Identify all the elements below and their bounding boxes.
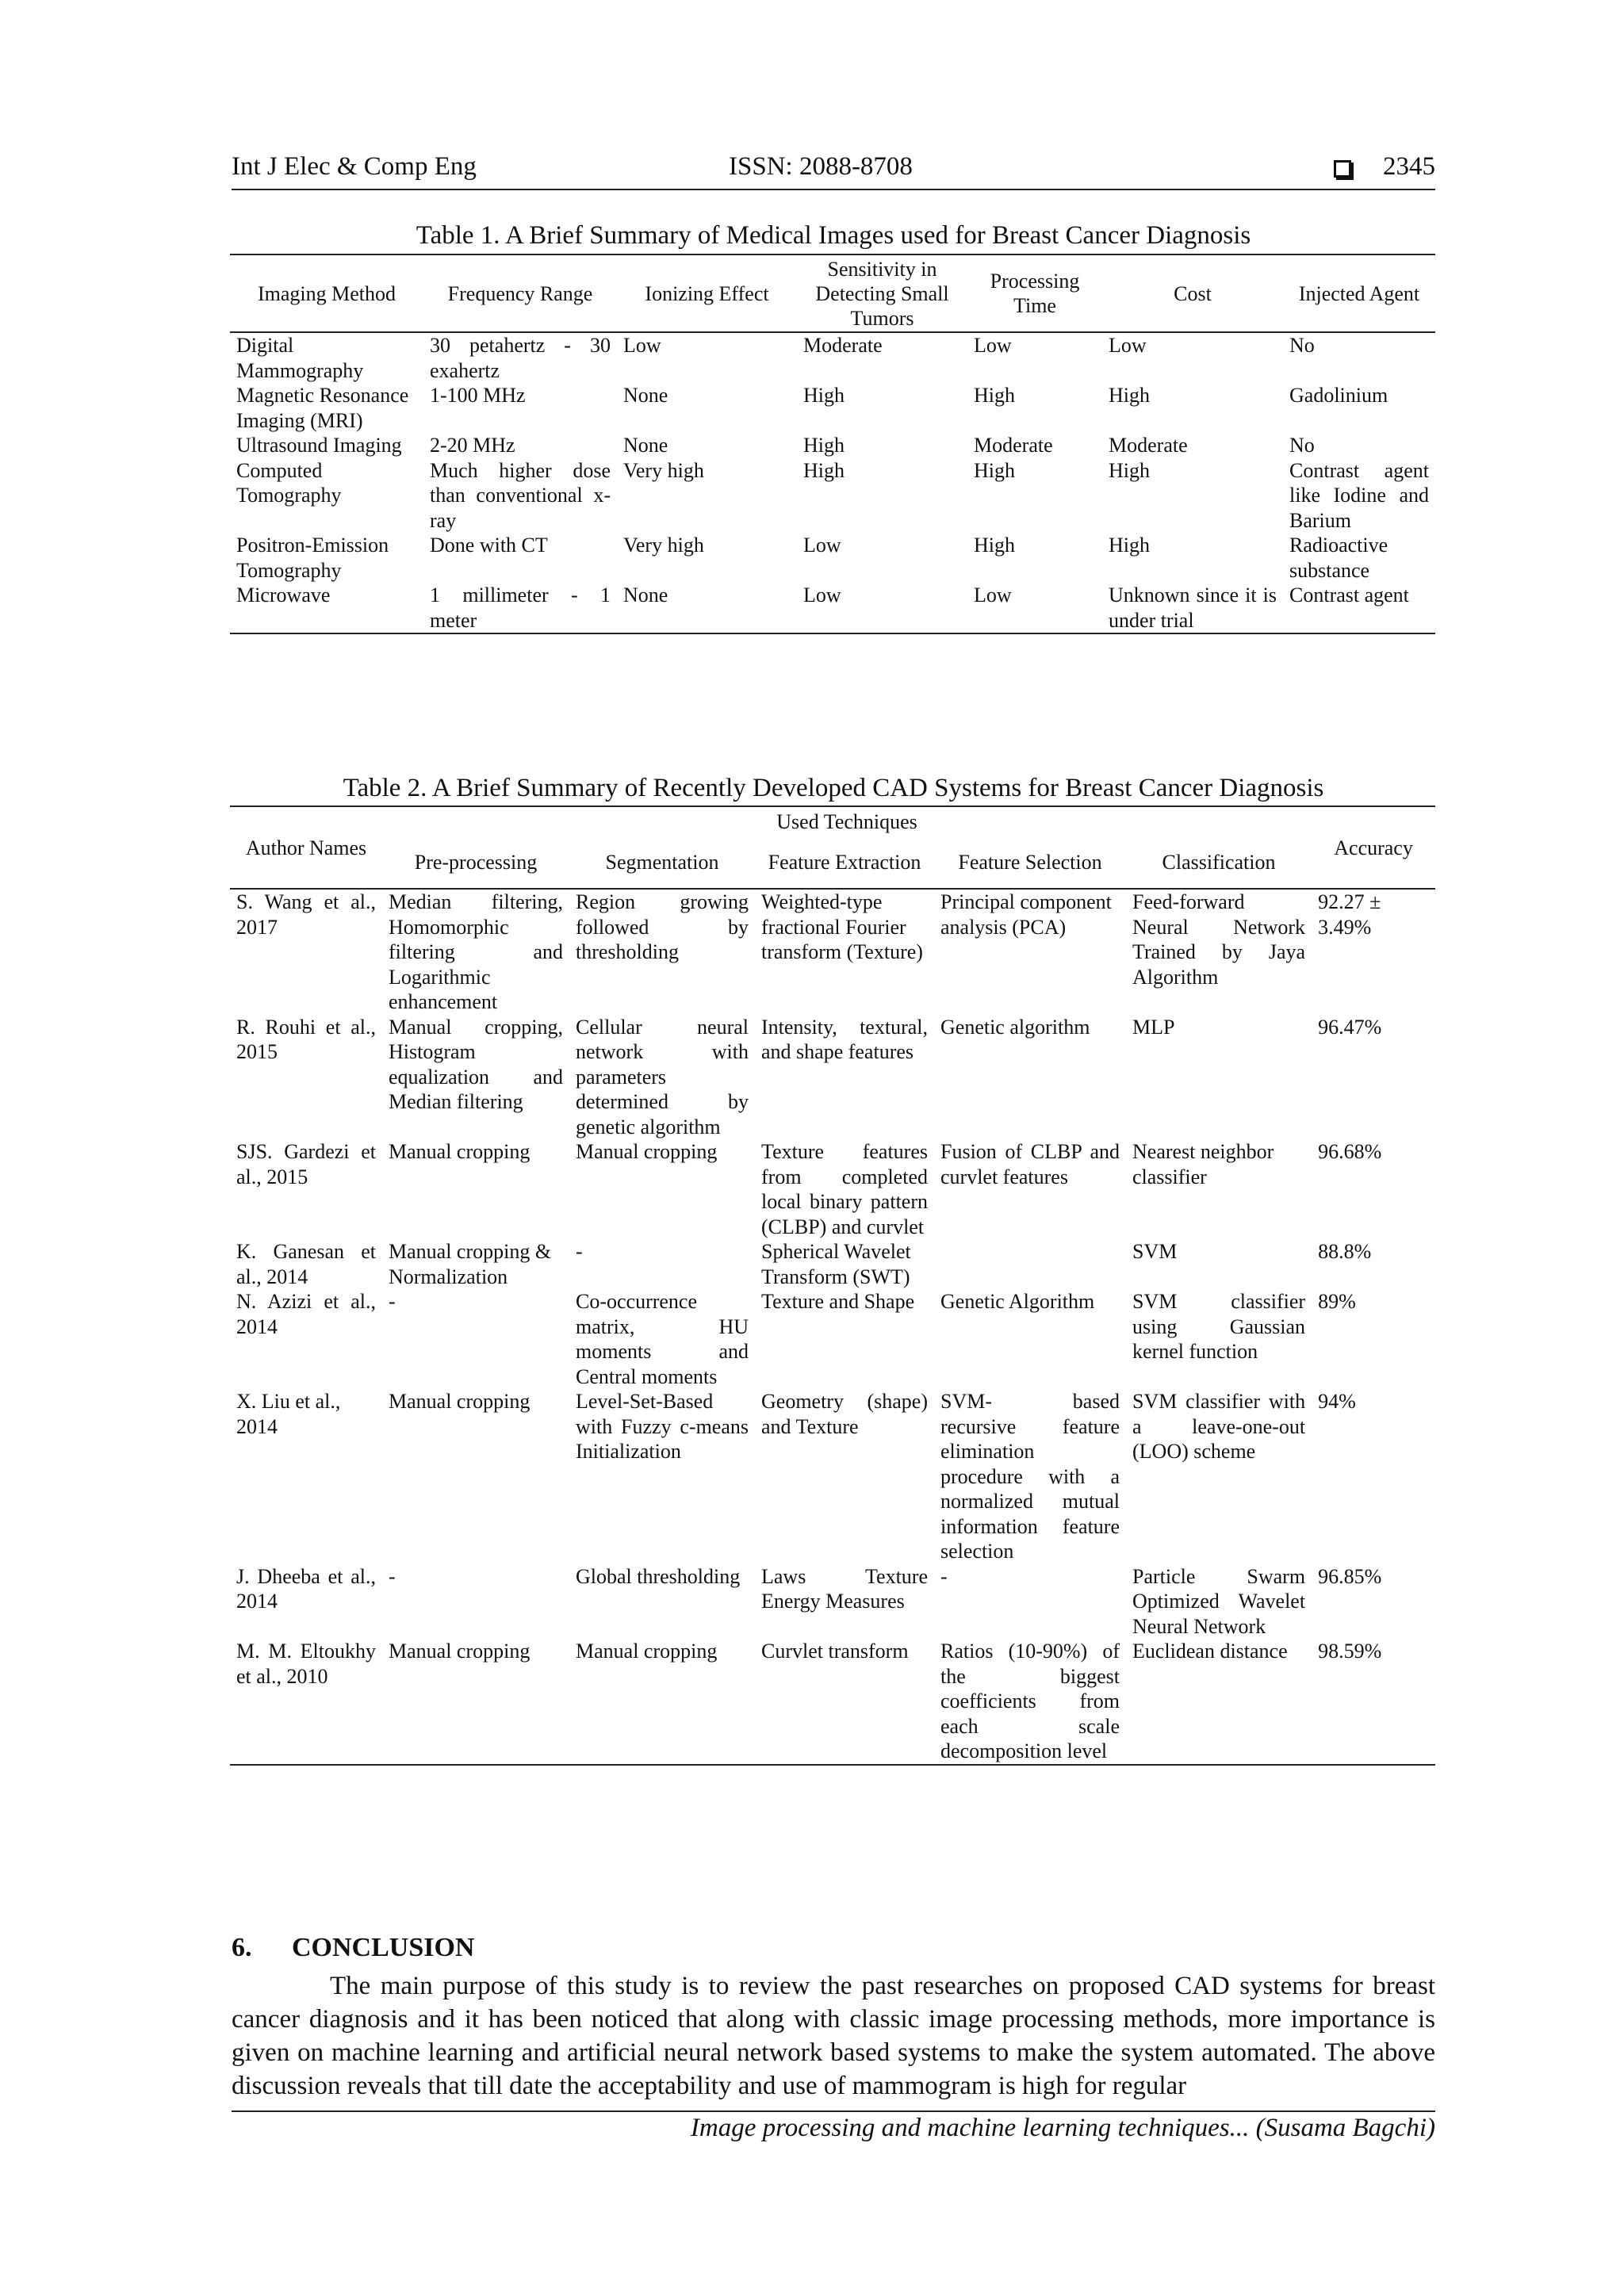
table-cell: 89% (1318, 1290, 1356, 1313)
table-cell: 1 millimeter - 1 meter (423, 583, 617, 633)
section-title: CONCLUSION (292, 1933, 475, 1962)
table-cell: High (1109, 534, 1150, 557)
table-cell: 88.8% (1318, 1240, 1372, 1263)
table-cell: Very high (623, 458, 704, 482)
table-cell: Manual cropping (389, 1140, 530, 1163)
table-cell: SVM (1132, 1240, 1178, 1263)
footer-rule (232, 2110, 1435, 2112)
table-cell: J. Dheeba et al., 2014 (236, 1564, 376, 1613)
table-cell: 96.85% (1318, 1564, 1382, 1588)
table-cell: Low (797, 583, 967, 633)
table-cell: R. Rouhi et al., 2015 (236, 1015, 376, 1063)
table-row (230, 383, 1435, 433)
table-cell: - (389, 1290, 396, 1313)
table-row (230, 433, 1435, 458)
journal-name: Int J Elec & Comp Eng (232, 152, 477, 181)
table-row (230, 1389, 1435, 1564)
table-cell: Ratios (10-90%) of the biggest coefficients from each scale decomposition level (934, 1639, 1126, 1765)
table-cell: Moderate (803, 334, 883, 357)
table-cell: Digital Mammography (236, 334, 364, 382)
table-cell: Texture and Shape (761, 1290, 915, 1313)
table-row (230, 533, 1435, 583)
footer-running-title: Image processing and machine learning techniques... (Susama Bagchi) (690, 2114, 1435, 2142)
table-cell: Global thresholding (576, 1564, 741, 1588)
table-cell: Low (974, 334, 1012, 357)
table1-caption: Table 1. A Brief Summary of Medical Images used for Breast Cancer Diagnosis (416, 221, 1251, 250)
table-row (230, 583, 1435, 633)
table-cell: 30 petahertz - 30 exahertz (430, 334, 611, 382)
table-cell: Cellular neural network with parameters determined by genetic algorithm (576, 1015, 749, 1138)
table-cell: High (803, 384, 845, 407)
table-cell: Manual cropping, Histogram equalization and Median filtering (389, 1015, 563, 1113)
table-row (230, 1289, 1435, 1389)
table-cell: Euclidean distance (1126, 1639, 1312, 1765)
table-row (230, 458, 1435, 534)
table-cell: 1-100 MHz (430, 384, 526, 407)
table-row (230, 1139, 1435, 1239)
table-cell: No (1289, 334, 1315, 357)
table2-header-author: Author Names (230, 806, 382, 889)
table-cell: K. Ganesan et al., 2014 (236, 1240, 376, 1288)
table-row (230, 1239, 1435, 1289)
table-cell: SVM classifier using Gaussian kernel function (1132, 1290, 1306, 1363)
table-cell: Particle Swarm Optimized Wavelet Neural Network (1132, 1564, 1306, 1638)
table-cell: - (389, 1564, 396, 1588)
table2-header-segmentation: Segmentation (569, 836, 755, 889)
table-cell: Moderate (974, 434, 1053, 457)
table-cell: None (623, 384, 668, 407)
page-number: 2345 (1383, 152, 1435, 181)
table-cell: Manual cropping (389, 1390, 530, 1413)
table-cell: High (803, 458, 845, 482)
table-cell: Very high (623, 534, 704, 557)
table-cell: Contrast agent like Iodine and Barium (1289, 458, 1429, 532)
table-cell: Principal component analysis (PCA) (940, 890, 1112, 939)
table-cell: 2-20 MHz (430, 434, 515, 457)
table-cell: Weighted-type fractional Fourier transform (Texture) (761, 890, 923, 963)
table1-header-cost: Cost (1102, 254, 1283, 332)
table-cell: Nearest neighbor classifier (1132, 1140, 1274, 1188)
table2-header-feature-selection: Feature Selection (934, 836, 1126, 889)
table2-header-feature-extraction: Feature Extraction (755, 836, 934, 889)
table-cell: - (576, 1240, 583, 1263)
table-cell: Laws Texture Energy Measures (761, 1564, 928, 1613)
table-cell: 92.27 ± 3.49% (1318, 890, 1381, 939)
table-cell: M. M. Eltoukhy et al., 2010 (230, 1639, 382, 1765)
table-cell: Moderate (1109, 434, 1188, 457)
running-header (232, 152, 1435, 190)
table-cell: Ultrasound Imaging (236, 434, 402, 457)
table-cell: Fusion of CLBP and curvlet features (940, 1140, 1120, 1188)
table-cell: SVM- based recursive feature elimination procedure with a normalized mutual information feature selection (940, 1390, 1120, 1563)
table-cell: Manual cropping (569, 1639, 755, 1765)
table-cell: High (974, 458, 1015, 482)
table-row (230, 889, 1435, 1015)
section-heading (232, 1933, 474, 1963)
issn: ISSN: 2088-8708 (729, 152, 913, 181)
table-cell: Spherical Wavelet Transform (SWT) (761, 1240, 911, 1288)
table-cell: High (1109, 384, 1150, 407)
table-cell: Magnetic Resonance Imaging (MRI) (236, 384, 409, 432)
table-cell: Feed-forward Neural Network Trained by Jaya Algorithm (1132, 890, 1306, 989)
table-cell: Genetic algorithm (940, 1015, 1090, 1039)
table-cell (934, 1239, 1126, 1289)
table-cell: Level-Set-Based with Fuzzy c-means Initialization (576, 1390, 749, 1463)
table-cell: Much higher dose than conventional x-ray (430, 458, 611, 532)
table-cell: Low (1109, 334, 1147, 357)
table-cell: Curvlet transform (755, 1639, 934, 1765)
table-cell: Positron-Emission Tomography (236, 534, 389, 582)
table2-caption: Table 2. A Brief Summary of Recently Developed CAD Systems for Breast Cancer Diagnosis (343, 774, 1324, 802)
table-cell: 96.47% (1318, 1015, 1382, 1039)
table-cell: Contrast agent (1283, 583, 1435, 633)
table-cell: Manual cropping (382, 1639, 569, 1765)
table1-header-frequency-range: Frequency Range (423, 254, 617, 332)
table-cell: Unknown since it is under trial (1102, 583, 1283, 633)
table1-header-injected-agent: Injected Agent (1283, 254, 1435, 332)
table-cell: Genetic Algorithm (940, 1290, 1095, 1313)
table-cell: None (623, 434, 668, 457)
table-cell: N. Azizi et al., 2014 (236, 1290, 376, 1338)
table-cell: Done with CT (430, 534, 548, 557)
table2-group-header: Used Techniques (382, 806, 1312, 836)
table-cell: None (617, 583, 797, 633)
table2 (230, 806, 1435, 1766)
table-cell: Intensity, textural, and shape features (761, 1015, 928, 1063)
table1-header-sensitivity: Sensitivity in Detecting Small Tumors (797, 254, 967, 332)
table-cell: Texture features from completed local binary pattern (CLBP) and curvlet (761, 1140, 928, 1238)
table1-header-imaging-method: Imaging Method (230, 254, 423, 332)
table-cell: - (940, 1564, 948, 1588)
table-cell: SVM classifier with a leave-one-out (LOO) scheme (1132, 1390, 1306, 1463)
table-row (230, 1015, 1435, 1140)
table-cell: Manual cropping & Normalization (389, 1240, 552, 1288)
table-cell: MLP (1132, 1015, 1175, 1039)
table-cell: Microwave (230, 583, 423, 633)
table-cell: Low (623, 334, 661, 357)
table-cell: Gadolinium (1289, 384, 1388, 407)
table-cell: Region growing followed by thresholding (576, 890, 749, 963)
table-cell: Median filtering, Homomorphic filtering and Logarithmic enhancement (389, 890, 563, 1013)
table-cell: Geometry (shape) and Texture (761, 1390, 928, 1438)
table-cell: Computed Tomography (236, 458, 342, 507)
table1-header-processing-time: Processing Time (967, 254, 1102, 332)
table-row (230, 1639, 1435, 1765)
table-cell: 98.59% (1312, 1639, 1435, 1765)
square-icon (1334, 160, 1351, 178)
table-cell: 94% (1318, 1390, 1356, 1413)
table-cell: High (974, 384, 1015, 407)
table-cell: X. Liu et al., 2014 (236, 1390, 341, 1438)
table-cell: High (803, 434, 845, 457)
table-cell: Low (967, 583, 1102, 633)
table-cell: Manual cropping (576, 1140, 718, 1163)
table2-header-accuracy: Accuracy (1312, 806, 1435, 889)
table2-header-classification: Classification (1126, 836, 1312, 889)
table1-header-ionizing-effect: Ionizing Effect (617, 254, 797, 332)
table-cell: Low (803, 534, 841, 557)
table-cell: 96.68% (1318, 1140, 1382, 1163)
table-cell: High (974, 534, 1015, 557)
table-cell: High (1109, 458, 1150, 482)
section-number: 6. (232, 1933, 252, 1962)
table-cell: SJS. Gardezi et al., 2015 (236, 1140, 376, 1188)
table-cell: Radioactive substance (1289, 534, 1388, 582)
table-row (230, 332, 1435, 383)
conclusion-paragraph: The main purpose of this study is to review the past researches on proposed CAD systems for breast cancer diagnosis and it has been noticed that along with classic image processing methods, more importance is given on machine learning and artificial neural network based systems to make the system automated. The above discussion reveals that till date the acceptability and use of mammogram is high for regular (232, 1972, 1435, 2100)
table2-header-preprocessing: Pre-processing (382, 836, 569, 889)
table-cell: Co-occurrence matrix, HU moments and Central moments (576, 1290, 749, 1388)
table-cell: No (1289, 434, 1315, 457)
table1 (230, 254, 1435, 634)
table-row (230, 1564, 1435, 1640)
table-cell: S. Wang et al., 2017 (236, 890, 376, 939)
